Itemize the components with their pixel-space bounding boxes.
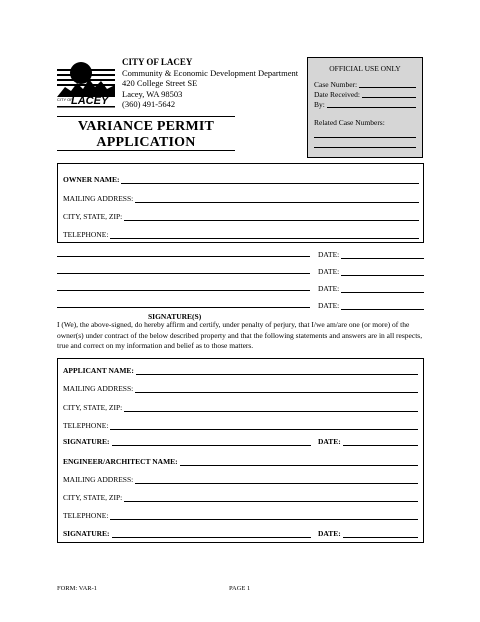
engineer-signature-field[interactable] (112, 530, 311, 538)
logo-small-text: CITY OF (57, 97, 73, 102)
date-field[interactable] (341, 268, 424, 276)
official-use-box (307, 57, 423, 158)
engineer-mailing-field[interactable] (135, 476, 418, 484)
title-line-2: APPLICATION (96, 135, 196, 150)
applicant-mailing-row[interactable] (63, 384, 418, 393)
case-number-label: Case Number: (314, 80, 358, 89)
date-label: DATE: (318, 301, 340, 310)
phone: (360) 491-5642 (122, 99, 176, 109)
engineer-date-row[interactable] (318, 529, 418, 538)
engineer-signature-row[interactable] (63, 529, 311, 538)
owner-signature-line-1[interactable] (57, 256, 310, 257)
date-received-label: Date Received: (314, 90, 361, 99)
applicant-signature-label: SIGNATURE: (63, 437, 110, 446)
city-name: CITY OF LACEY (122, 57, 193, 67)
applicant-name-field[interactable] (136, 367, 418, 375)
engineer-name-row[interactable] (63, 457, 418, 466)
date-field[interactable] (341, 285, 424, 293)
owner-mailing-field[interactable] (135, 195, 419, 203)
form-number: FORM: VAR-1 (57, 585, 98, 592)
engineer-city-field[interactable] (124, 494, 418, 502)
applicant-mailing-field[interactable] (135, 385, 418, 393)
signature-date-row-3[interactable] (318, 284, 424, 293)
title-rule-top (57, 116, 235, 117)
owner-city-field[interactable] (124, 213, 419, 221)
date-label: DATE: (318, 267, 340, 276)
applicant-mailing-label: MAILING ADDRESS: (63, 384, 134, 393)
official-heading: OFFICIAL USE ONLY (329, 64, 401, 73)
applicant-telephone-row[interactable] (63, 421, 418, 430)
owner-telephone-row[interactable] (63, 230, 419, 239)
date-received-field[interactable] (362, 90, 416, 98)
address-line-2: Lacey, WA 98503 (122, 88, 183, 99)
department: Community & Economic Development Department (122, 67, 299, 78)
engineer-telephone-label: TELEPHONE: (63, 511, 109, 520)
title-rule-bottom (57, 150, 235, 151)
certification-statement: I (We), the above-signed, do hereby affirm and certify, under penalty of perjury, that I/we am/are one (or more) of the owner(s) under contract of the below described property and that the following statements and answers are in all respects, true and correct on my information and belief as to those matters. (57, 320, 423, 350)
address-line-1: 420 College Street SE (122, 78, 198, 88)
owner-signature-line-3[interactable] (57, 290, 310, 291)
owner-name-label: OWNER NAME: (63, 175, 120, 184)
engineer-mailing-row[interactable] (63, 475, 418, 484)
owner-city-row[interactable] (63, 212, 419, 221)
owner-telephone-label: TELEPHONE: (63, 230, 109, 239)
case-number-field[interactable] (359, 80, 416, 88)
related-cases-field-2[interactable] (314, 140, 416, 148)
applicant-signature-field[interactable] (112, 438, 311, 446)
applicant-name-label: APPLICANT NAME: (63, 366, 134, 375)
applicant-signature-row[interactable] (63, 437, 311, 446)
owner-city-label: CITY, STATE, ZIP: (63, 212, 123, 221)
applicant-name-row[interactable] (63, 366, 418, 375)
city-logo (57, 57, 115, 109)
applicant-date-label: DATE: (318, 437, 341, 446)
logo-name: LACEY (71, 95, 109, 107)
date-label: DATE: (318, 250, 340, 259)
case-number-row[interactable] (314, 80, 416, 90)
engineer-telephone-field[interactable] (110, 512, 418, 520)
owner-mailing-row[interactable] (63, 194, 419, 203)
applicant-city-label: CITY, STATE, ZIP: (63, 403, 123, 412)
engineer-telephone-row[interactable] (63, 511, 418, 520)
title-line-1: VARIANCE PERMIT (77, 119, 215, 134)
by-row[interactable] (314, 100, 416, 110)
owner-signature-line-2[interactable] (57, 273, 310, 274)
applicant-telephone-field[interactable] (110, 422, 418, 430)
related-cases-label: Related Case Numbers: (314, 118, 385, 127)
applicant-date-row[interactable] (318, 437, 418, 446)
date-field[interactable] (341, 251, 424, 259)
engineer-date-label: DATE: (318, 529, 341, 538)
owner-signature-line-4[interactable] (57, 307, 310, 308)
signature-date-row-4[interactable] (318, 301, 424, 310)
owner-name-field[interactable] (121, 176, 419, 184)
engineer-date-field[interactable] (343, 530, 418, 538)
by-field[interactable] (327, 100, 416, 108)
owner-mailing-label: MAILING ADDRESS: (63, 194, 134, 203)
engineer-city-label: CITY, STATE, ZIP: (63, 493, 123, 502)
date-received-row[interactable] (314, 90, 416, 100)
engineer-name-label: ENGINEER/ARCHITECT NAME: (63, 457, 178, 466)
date-field[interactable] (341, 302, 424, 310)
page-number: PAGE 1 (229, 585, 251, 592)
engineer-city-row[interactable] (63, 493, 418, 502)
applicant-date-field[interactable] (343, 438, 418, 446)
page-title (57, 119, 235, 151)
related-cases-field-1[interactable] (314, 130, 416, 138)
applicant-city-row[interactable] (63, 403, 418, 412)
signature-date-row-1[interactable] (318, 250, 424, 259)
engineer-name-field[interactable] (180, 458, 418, 466)
owner-telephone-field[interactable] (110, 231, 419, 239)
city-header (122, 57, 298, 110)
signature-date-row-2[interactable] (318, 267, 424, 276)
applicant-city-field[interactable] (124, 404, 418, 412)
engineer-mailing-label: MAILING ADDRESS: (63, 475, 134, 484)
by-label: By: (314, 100, 325, 109)
owner-name-row[interactable] (63, 175, 419, 184)
engineer-signature-label: SIGNATURE: (63, 529, 110, 538)
signatures-heading: SIGNATURE(S) (148, 312, 202, 321)
date-label: DATE: (318, 284, 340, 293)
applicant-telephone-label: TELEPHONE: (63, 421, 109, 430)
